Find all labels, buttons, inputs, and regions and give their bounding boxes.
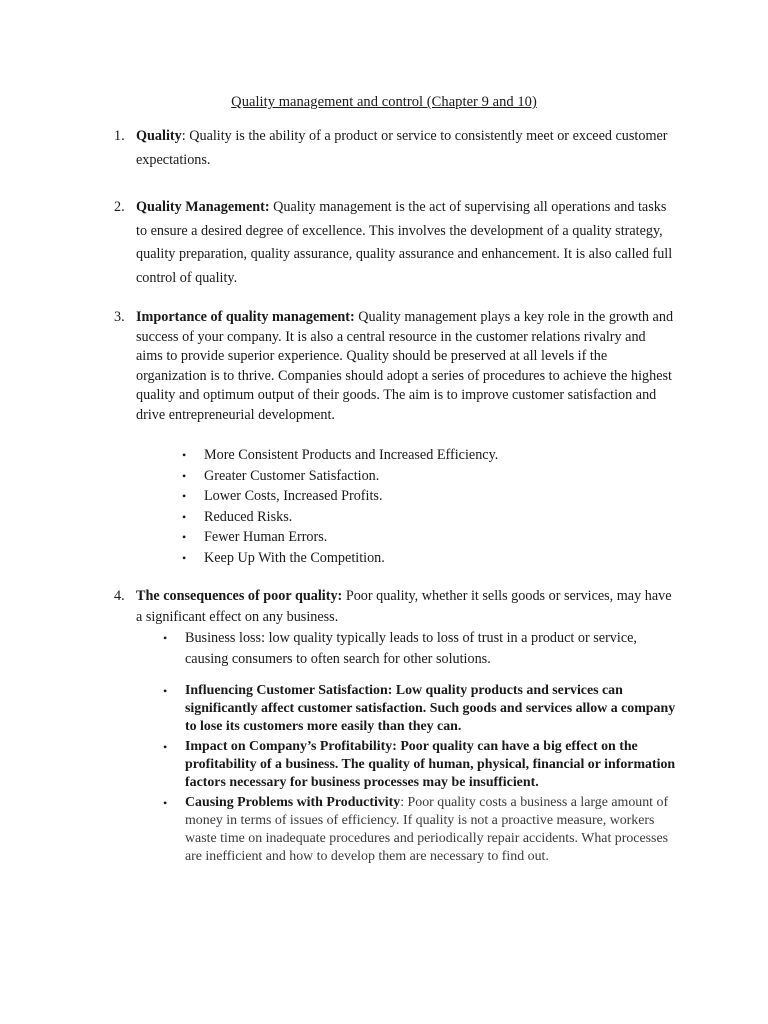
list-item: • Fewer Human Errors. bbox=[182, 527, 682, 548]
section-number: 3. bbox=[114, 309, 125, 325]
list-item: • More Consistent Products and Increased Efficiency. bbox=[182, 445, 682, 466]
bullet-icon: • bbox=[182, 489, 187, 504]
list-item: • Reduced Risks. bbox=[182, 507, 682, 528]
section-consequences bbox=[114, 586, 674, 627]
list-item: • Lower Costs, Increased Profits. bbox=[182, 486, 682, 507]
list-item: • Causing Problems with Productivity: Poor quality costs a business a large amount of money in terms of issues of efficiency. If quality is not a proactive measure, workers waste time on inadequate procedures and periodically repair accidents. What processes are inefficient and how to develop them are necessary to find out. bbox=[163, 795, 669, 864]
section-heading: Quality bbox=[136, 128, 182, 144]
section-quality-management bbox=[114, 196, 674, 290]
section-number: 2. bbox=[114, 199, 125, 215]
section-quality bbox=[114, 125, 674, 172]
bullet-icon: • bbox=[163, 631, 168, 645]
bullet-icon: • bbox=[182, 509, 187, 524]
bullet-icon: • bbox=[182, 530, 187, 545]
section-text: Quality management plays a key role in the growth and success of your company. It is also a central resource in the customer relations rivalry and aims to provide superior experience. Quality should be preserved at all levels if the organization is to thrive. Companies should adopt a series of procedures to achieve the highest quality and optimum output of their goods. The aim is to improve customer satisfaction and drive entrepreneurial development. bbox=[136, 309, 674, 423]
importance-benefits-list bbox=[182, 445, 682, 569]
section-number: 1. bbox=[114, 128, 125, 144]
list-item: • Influencing Customer Satisfaction: Low quality products and services can significantly affect customer satisfaction. Such goods and services allow a company to lose its customers more easily than they can. bbox=[163, 683, 676, 734]
section-text: : Quality is the ability of a product or service to consistently meet or exceed customer expectations. bbox=[136, 128, 668, 168]
section-heading: Quality Management: bbox=[136, 199, 270, 215]
consequences-detail-list bbox=[163, 682, 683, 868]
business-loss-list bbox=[163, 628, 683, 669]
bullet-icon: • bbox=[163, 684, 168, 698]
bullet-icon: • bbox=[182, 550, 187, 565]
bullet-icon: • bbox=[182, 468, 187, 483]
section-heading: Importance of quality management: bbox=[136, 309, 355, 325]
bullet-icon: • bbox=[163, 796, 168, 810]
section-text: Quality management is the act of supervising all operations and tasks to ensure a desired degree of excellence. This involves the development of a quality strategy, quality preparation, quality assurance, quality assurance and enhancement. It is also called full control of quality. bbox=[136, 199, 673, 286]
section-heading: The consequences of poor quality: bbox=[136, 588, 343, 604]
section-number: 4. bbox=[114, 588, 125, 604]
section-importance bbox=[114, 308, 674, 425]
list-item: • Keep Up With the Competition. bbox=[182, 548, 682, 569]
list-item: • Business loss: low quality typically leads to loss of trust in a product or service, causing consumers to often search for other solutions. bbox=[163, 630, 637, 667]
list-item: • Impact on Company’s Profitability: Poor quality can have a big effect on the profitability of a business. The quality of human, physical, financial or information factors necessary for business processes may be insufficient. bbox=[163, 739, 676, 790]
section-text: Poor quality, whether it sells goods or services, may have a significant effect on any business. bbox=[136, 588, 672, 625]
bullet-icon: • bbox=[163, 740, 168, 754]
document-title: Quality management and control (Chapter 9 and 10) bbox=[231, 94, 537, 110]
list-item: • Greater Customer Satisfaction. bbox=[182, 466, 682, 487]
bullet-icon: • bbox=[182, 448, 187, 462]
